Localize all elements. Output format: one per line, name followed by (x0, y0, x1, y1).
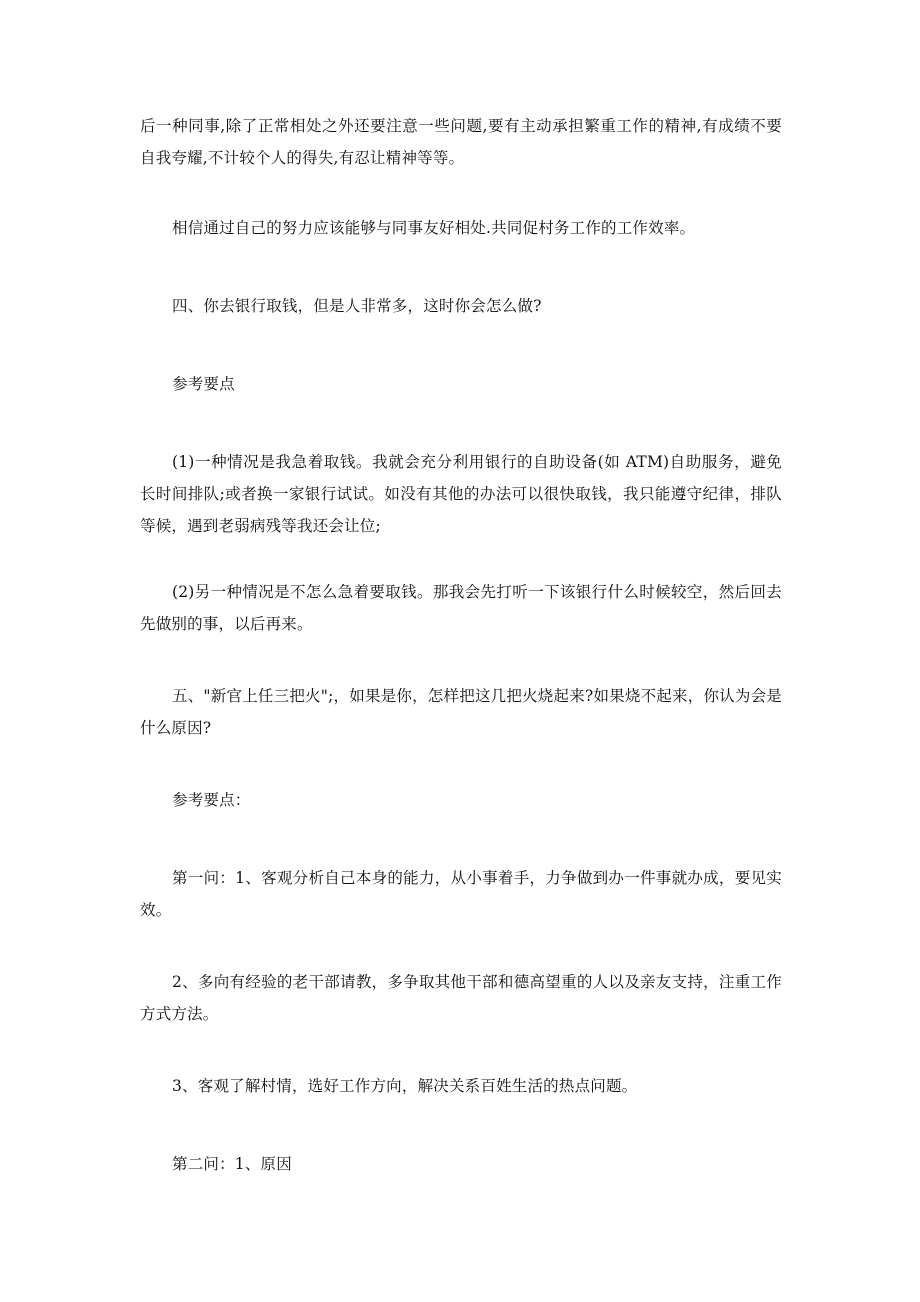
answer-item-3: 3、客观了解村情，选好工作方向，解决关系百姓生活的热点问题。 (172, 1077, 638, 1095)
answer-item-2: 2、多向有经验的老干部请教，多争取其他干部和德高望重的人以及亲友支持，注重工作方式方法。 (140, 973, 782, 1023)
answer-point-1: (1)一种情况是我急着取钱。我就会充分利用银行的自助设备(如 ATM)自助服务，避免长时间排队;或者换一家银行试试。如没有其他的办法可以很快取钱，我只能遵守纪律，排队等候，遇到老弱病残等我还会让位; (140, 453, 782, 535)
first-question-answer: 第一问：1、客观分析自己本身的能力，从小事着手，力争做到办一件事就办成，要见实效。 (140, 869, 782, 919)
answer-point-2: (2)另一种情况是不怎么急着要取钱。那我会先打听一下该银行什么时候较空，然后回去先做别的事，以后再来。 (140, 583, 782, 633)
paragraph-conclusion: 相信通过自己的努力应该能够与同事友好相处.共同促村务工作的工作效率。 (172, 219, 696, 237)
reference-points-label-2: 参考要点： (172, 791, 251, 809)
reference-points-label: 参考要点 (172, 375, 235, 393)
second-question-heading: 第二问：1、原因 (172, 1155, 292, 1173)
question-five-heading: 五、"新官上任三把火";，如果是你，怎样把这几把火烧起来?如果烧不起来，你认为会是什么原因? (140, 687, 782, 737)
question-four-heading: 四、你去银行取钱，但是人非常多，这时你会怎么做? (172, 297, 542, 315)
paragraph-coworker-advice: 后一种同事,除了正常相处之外还要注意一些问题,要有主动承担繁重工作的精神,有成绩不要自我夸耀,不计较个人的得失,有忍让精神等等。 (140, 117, 782, 167)
